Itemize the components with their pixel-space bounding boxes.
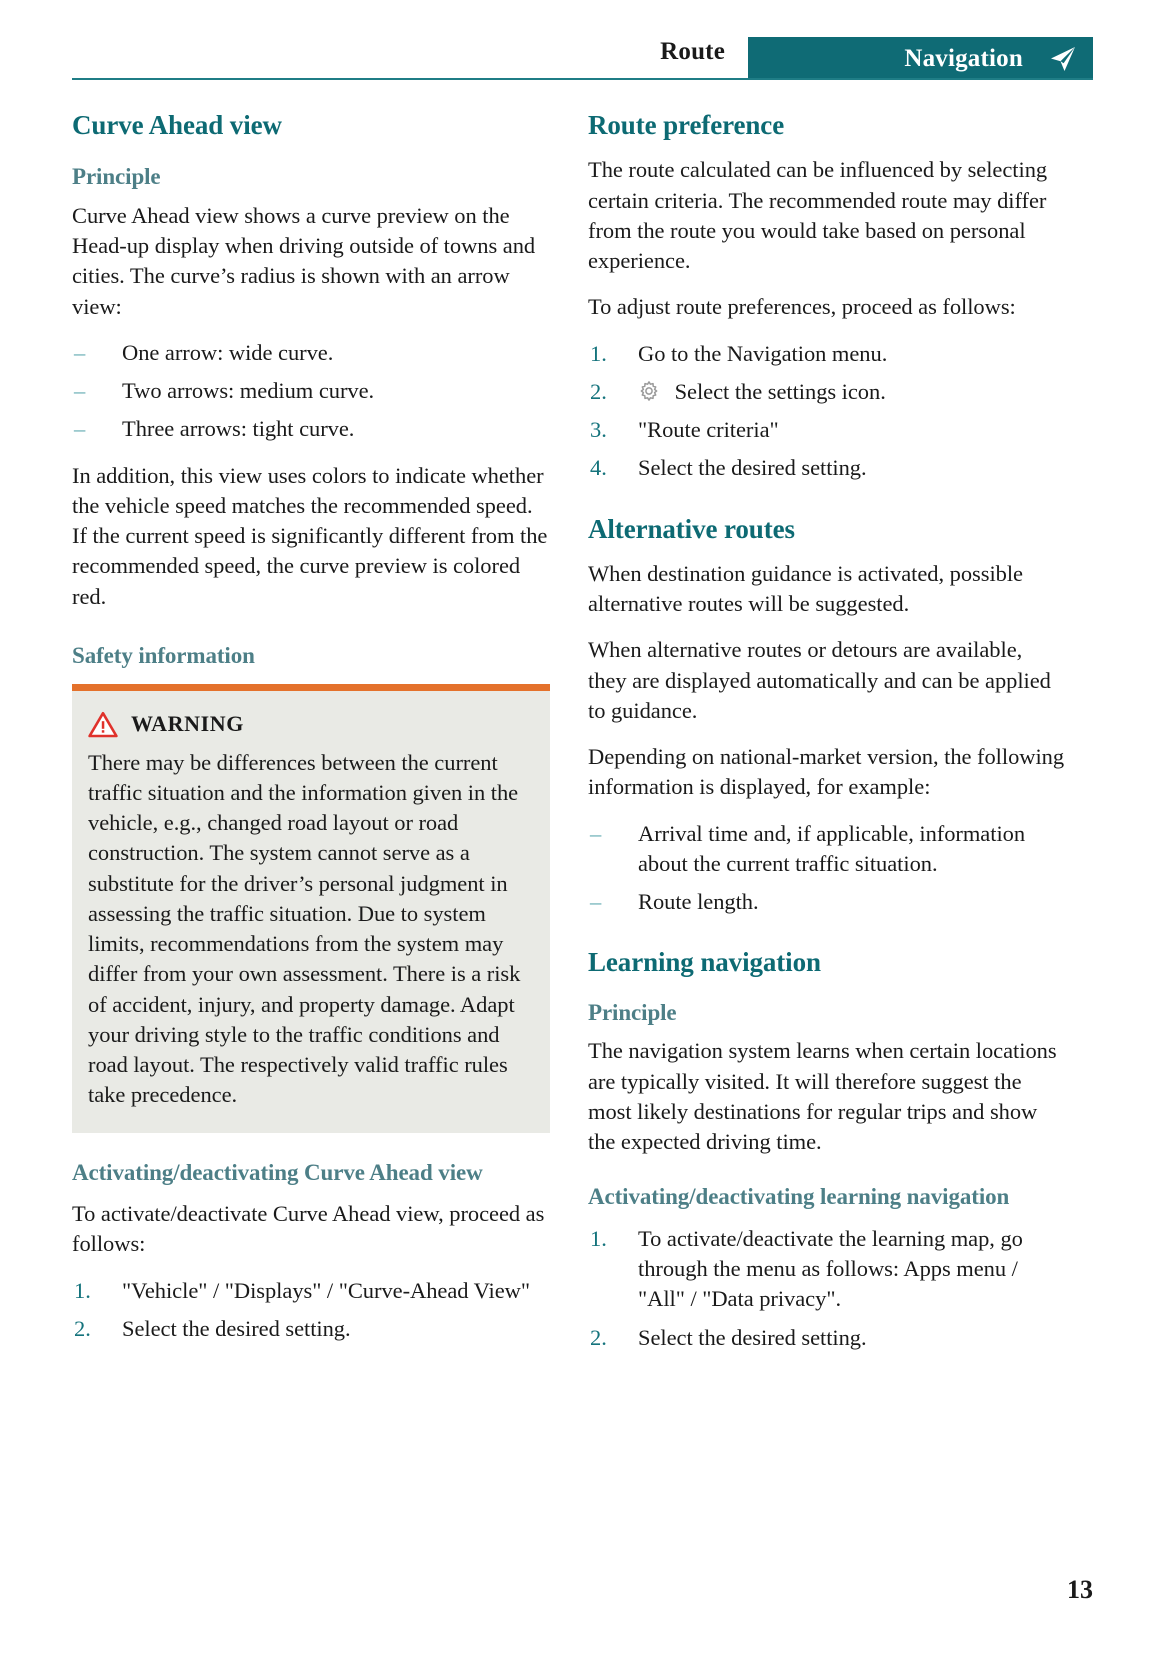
section-title-learning-navigation: Learning navigation — [588, 947, 821, 978]
step-number: 3. — [590, 417, 607, 443]
list-item — [72, 1276, 550, 1306]
step-text: Select the settings icon. — [674, 378, 886, 404]
activating-steps-list — [72, 1276, 550, 1345]
step-text: Select the desired setting. — [638, 455, 867, 481]
header-divider — [72, 78, 1093, 80]
step-text: Go to the Navigation menu. — [638, 340, 888, 366]
step-number: 1. — [74, 1277, 91, 1303]
dash-marker: – — [590, 889, 602, 915]
step-number: 2. — [590, 378, 607, 404]
section-title-route-preference: Route preference — [588, 110, 785, 140]
breadcrumb: Route — [660, 38, 725, 65]
subheading-learning-principle: Principle — [588, 999, 677, 1025]
paragraph-alternative-routes-3: Depending on national-market version, the following information is displayed, for example: — [588, 744, 1065, 800]
paragraph-route-preference-2: To adjust route preferences, proceed as follows: — [588, 294, 1016, 320]
arrow-view-list — [72, 338, 550, 445]
list-item-label: Two arrows: medium curve. — [122, 378, 375, 404]
step-text: "Route criteria" — [638, 417, 779, 443]
list-item — [72, 376, 550, 406]
list-item — [588, 377, 1066, 407]
paragraph-activating-intro: To activate/deactivate Curve Ahead view, proceed as follows: — [72, 1201, 545, 1257]
list-item — [72, 1314, 550, 1344]
paragraph-learning-principle: The navigation system learns when certain locations are typically visited. It will therefore suggest the most likely destinations for regular trips and show the expected driving time. — [588, 1038, 1057, 1155]
step-number: 4. — [590, 455, 607, 481]
step-number: 2. — [74, 1315, 91, 1341]
list-item — [588, 453, 1066, 483]
warning-header — [88, 711, 532, 738]
dash-marker: – — [590, 820, 602, 846]
alternative-routes-info-list — [588, 819, 1066, 918]
warning-body-text: There may be differences between the current traffic situation and the information given in the vehicle, e.g., changed road layout or road construction. The system cannot serve as a substitute for the driver’s personal judgment in assessing the traffic situation. Due to system limits, recommendations from the system may differ from your own assessment. There is a risk of accident, injury, and property damage. Adapt your driving style to the traffic conditions and road layout. The respectively valid traffic rules take precedence. — [88, 749, 521, 1108]
list-item-label: One arrow: wide curve. — [122, 339, 334, 365]
left-column — [72, 110, 550, 1360]
dash-marker: – — [74, 378, 86, 404]
paragraph-route-preference-1: The route calculated can be influenced by selecting certain criteria. The recommended route may differ from the route you would take based on personal experience. — [588, 157, 1048, 274]
list-item — [588, 339, 1066, 369]
warning-triangle-icon — [88, 711, 118, 738]
step-number: 1. — [590, 1225, 607, 1251]
page-title-curve-ahead-view: Curve Ahead view — [72, 110, 282, 140]
list-item — [588, 819, 1066, 880]
subheading-safety-information: Safety information — [72, 642, 255, 668]
step-number: 1. — [590, 340, 607, 366]
section-title-alternative-routes: Alternative routes — [588, 513, 795, 544]
navigation-arrow-icon — [1045, 42, 1079, 76]
subheading-activating-curve-ahead-view: Activating/deactivating Curve Ahead view — [72, 1159, 483, 1185]
warning-box — [72, 684, 550, 1133]
step-number: 2. — [590, 1324, 607, 1350]
dash-marker: – — [74, 416, 86, 442]
list-item-label: Route length. — [638, 889, 759, 915]
dash-marker: – — [74, 339, 86, 365]
list-item — [588, 1323, 1066, 1353]
section-tab-navigation — [748, 37, 1093, 80]
list-item-label: Three arrows: tight curve. — [122, 416, 355, 442]
page-header — [0, 0, 1165, 92]
list-item — [72, 414, 550, 444]
subheading-activating-learning-navigation: Activating/deactivating learning navigation — [588, 1184, 1010, 1210]
list-item — [588, 1224, 1066, 1315]
paragraph-alternative-routes-1: When destination guidance is activated, possible alternative routes will be suggested. — [588, 560, 1023, 617]
step-text: Select the desired setting. — [122, 1315, 351, 1341]
list-item — [588, 887, 1066, 917]
step-text: "Vehicle" / "Displays" / "Curve-Ahead View" — [122, 1277, 530, 1303]
paragraph-principle-intro: Curve Ahead view shows a curve preview on the Head-up display when driving outside of towns and cities. The curve’s radius is shown with an arrow view: — [72, 202, 536, 319]
list-item — [588, 415, 1066, 445]
gear-icon — [638, 380, 660, 402]
right-column — [588, 110, 1066, 1369]
step-text: To activate/deactivate the learning map, go through the menu as follows: Apps menu / "All" / "Data privacy". — [638, 1225, 1023, 1312]
paragraph-alternative-routes-2: When alternative routes or detours are available, they are displayed automatically and can be applied to guidance. — [588, 637, 1051, 723]
step-text: Select the desired setting. — [638, 1324, 867, 1350]
route-preference-steps-list — [588, 339, 1066, 484]
list-item — [72, 338, 550, 368]
warning-label: WARNING — [131, 711, 244, 736]
page-number: 13 — [1067, 1575, 1093, 1604]
subheading-principle: Principle — [72, 164, 161, 190]
learning-navigation-steps-list — [588, 1224, 1066, 1353]
list-item-label: Arrival time and, if applicable, information about the current traffic situation. — [638, 820, 1026, 876]
section-tab-label: Navigation — [904, 44, 1023, 72]
paragraph-principle-colors: In addition, this view uses colors to indicate whether the vehicle speed matches the recommended speed. If the current speed is significantly different from the recommended speed, the curve preview is colored red. — [72, 462, 548, 609]
